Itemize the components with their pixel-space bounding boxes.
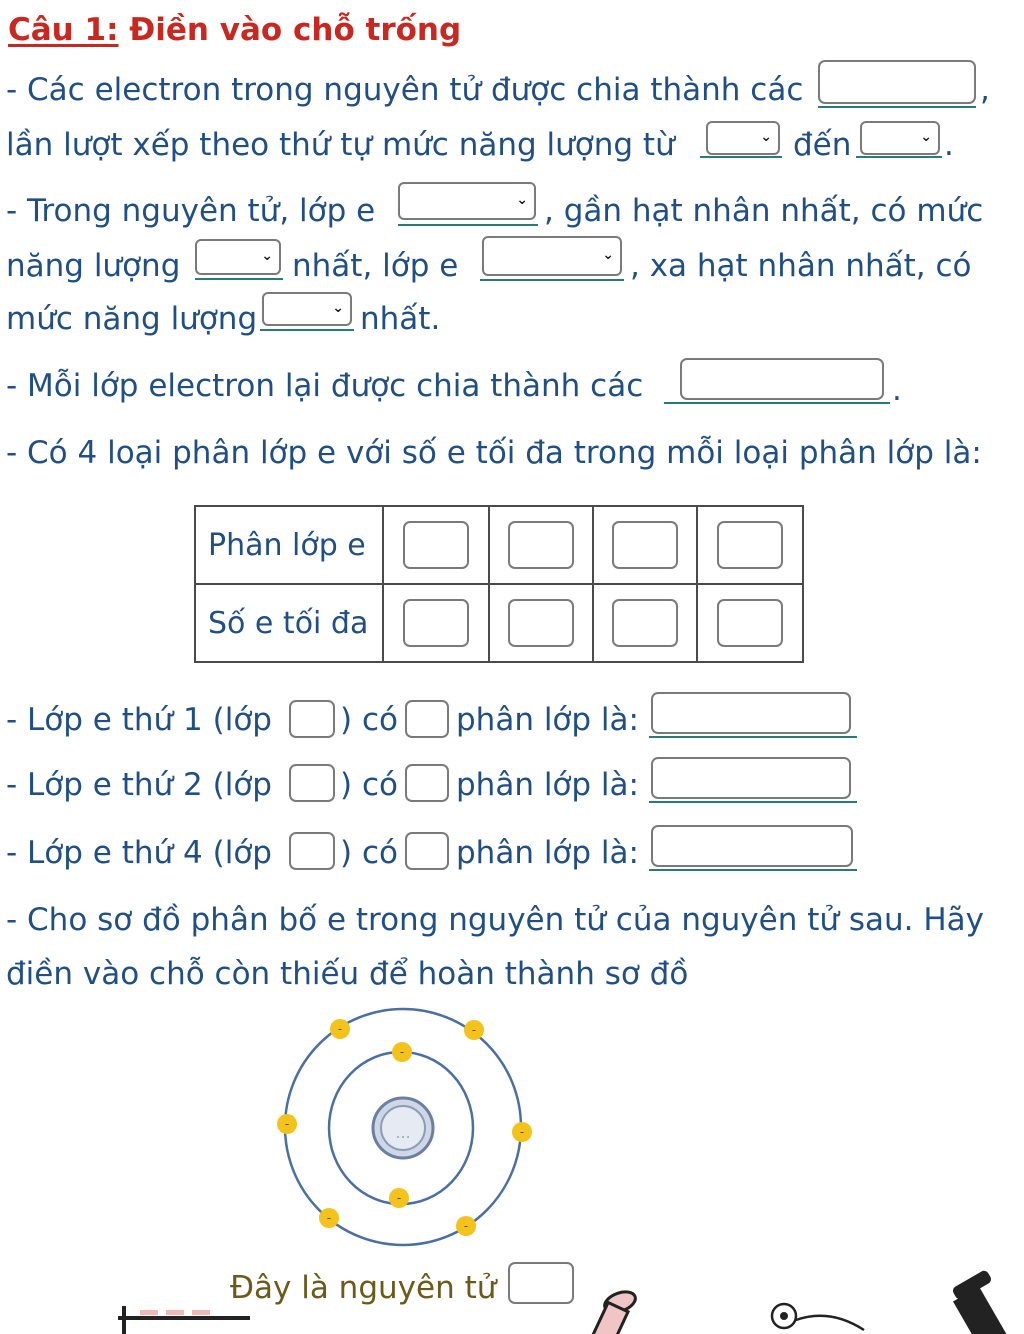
- line-4-text: năng lượng: [6, 248, 181, 284]
- max-electrons-input[interactable]: [508, 599, 574, 647]
- line-7-text: - Có 4 loại phân lớp e với số e tối đa trong mỗi loại phân lớp là:: [6, 435, 982, 471]
- line-6-text: - Mỗi lớp electron lại được chia thành các: [6, 368, 644, 404]
- electron: [277, 1114, 297, 1134]
- layer-text: - Lớp e thứ 1 (lớp: [6, 702, 272, 738]
- chevron-down-icon: ⌄: [760, 129, 772, 146]
- blank-underline: [700, 156, 782, 158]
- question-instruction: Điền vào chỗ trống: [118, 12, 462, 48]
- molecule-decoration: [760, 1300, 870, 1334]
- subshell-name-input[interactable]: [717, 521, 783, 569]
- layer-text: ) có: [340, 767, 398, 803]
- layer-text: - Lớp e thứ 2 (lớp: [6, 767, 272, 803]
- table-row: [195, 506, 803, 584]
- answer-label: Đây là nguyên tử: [230, 1270, 497, 1306]
- line-1-comma: ,: [980, 72, 990, 108]
- svg-text:-: -: [471, 1023, 477, 1037]
- table-cell: [593, 584, 697, 662]
- line-6-period: .: [892, 372, 902, 408]
- blank-underline: [664, 402, 890, 404]
- line-1-text: - Các electron trong nguyên tử được chia thành các: [6, 72, 804, 108]
- electron: [464, 1020, 484, 1040]
- blank-underline: [649, 801, 857, 803]
- dropdown-inner-shell[interactable]: [398, 182, 536, 220]
- test-tube-decoration: [580, 1288, 650, 1334]
- max-electrons-input[interactable]: [403, 599, 469, 647]
- line-4-middle: nhất, lớp e: [292, 248, 459, 284]
- svg-text:-: -: [519, 1125, 525, 1139]
- line-4-rest: , xa hạt nhân nhất, có: [630, 248, 972, 284]
- table-row-label: Số e tối đa: [195, 584, 383, 662]
- dropdown-outer-shell[interactable]: [482, 236, 622, 276]
- subshell-count-input[interactable]: [405, 700, 449, 738]
- blank-underline: [649, 869, 857, 871]
- line-5-rest: nhất.: [360, 301, 441, 337]
- dropdown-to-level[interactable]: [860, 121, 940, 155]
- diagram-instruction-1: - Cho sơ đồ phân bố e trong nguyên tử của nguyên tử sau. Hãy: [6, 902, 985, 938]
- chevron-down-icon: ⌄: [920, 129, 932, 146]
- question-number: Câu 1:: [8, 12, 119, 48]
- table-cell: [697, 584, 803, 662]
- svg-text:-: -: [337, 1022, 343, 1036]
- layer-text: phân lớp là:: [456, 767, 639, 803]
- line-2-period: .: [944, 127, 954, 163]
- dropdown-energy-low[interactable]: [195, 239, 281, 275]
- electron: [392, 1042, 412, 1062]
- line-3-rest: , gần hạt nhân nhất, có mức: [544, 193, 984, 229]
- layer-text: - Lớp e thứ 4 (lớp: [6, 835, 272, 871]
- layer-text: phân lớp là:: [456, 702, 639, 738]
- dropdown-from-level[interactable]: [706, 121, 780, 155]
- table-cell: [697, 506, 803, 584]
- chevron-down-icon: ⌄: [261, 248, 273, 265]
- subshell-list-input[interactable]: [651, 692, 851, 734]
- layer-text: ) có: [340, 702, 398, 738]
- blank-subshells-input[interactable]: [680, 358, 884, 400]
- layer-text: ) có: [340, 835, 398, 871]
- element-name-input[interactable]: [508, 1262, 574, 1304]
- blank-underline: [260, 329, 354, 331]
- electron: [330, 1019, 350, 1039]
- blank-underline: [856, 156, 942, 158]
- svg-text:-: -: [463, 1219, 469, 1233]
- table-cell: [593, 506, 697, 584]
- subshell-list-input[interactable]: [651, 757, 851, 799]
- max-electrons-input[interactable]: [717, 599, 783, 647]
- line-3-text: - Trong nguyên tử, lớp e: [6, 193, 376, 229]
- atom-diagram: [270, 1000, 540, 1260]
- table-cell: [489, 584, 593, 662]
- electron: [389, 1188, 409, 1208]
- line-2-text: lần lượt xếp theo thứ tự mức năng lượng từ: [6, 127, 675, 163]
- blank-underline: [398, 224, 538, 226]
- layer-letter-input[interactable]: [289, 764, 335, 802]
- table-cell: [383, 506, 489, 584]
- ruler-decoration: [110, 1302, 260, 1334]
- layer-text: phân lớp là:: [456, 835, 639, 871]
- question-title: [8, 12, 461, 48]
- layer-letter-input[interactable]: [289, 700, 335, 738]
- blank-shells-input[interactable]: [818, 60, 976, 104]
- electron: [319, 1208, 339, 1228]
- subshell-name-input[interactable]: [508, 521, 574, 569]
- line-2-to: đến: [793, 127, 852, 163]
- diagram-instruction-2: điền vào chỗ còn thiếu để hoàn thành sơ đồ: [6, 956, 689, 992]
- table-row: [195, 584, 803, 662]
- chevron-down-icon: ⌄: [332, 300, 344, 317]
- table-cell: [489, 506, 593, 584]
- electron: [512, 1122, 532, 1142]
- subshell-name-input[interactable]: [403, 521, 469, 569]
- subshell-list-input[interactable]: [651, 825, 853, 867]
- svg-text:-: -: [326, 1211, 332, 1225]
- chevron-down-icon: ⌄: [516, 192, 528, 209]
- blank-underline: [818, 106, 976, 108]
- flask-decoration: [940, 1270, 1024, 1334]
- subshell-table: [194, 505, 804, 663]
- subshell-count-input[interactable]: [405, 832, 449, 870]
- max-electrons-input[interactable]: [612, 599, 678, 647]
- line-5-text: mức năng lượng: [6, 301, 258, 337]
- chevron-down-icon: ⌄: [602, 247, 614, 264]
- svg-text:-: -: [396, 1191, 402, 1205]
- electron: [456, 1216, 476, 1236]
- svg-text:-: -: [399, 1045, 405, 1059]
- blank-underline: [649, 736, 857, 738]
- blank-underline: [480, 279, 624, 281]
- nucleus-label: ...: [395, 1123, 411, 1142]
- blank-underline: [195, 278, 283, 280]
- subshell-count-input[interactable]: [405, 764, 449, 802]
- table-row-label: Phân lớp e: [195, 506, 383, 584]
- layer-letter-input[interactable]: [289, 832, 335, 870]
- dropdown-energy-high[interactable]: [262, 292, 352, 326]
- subshell-name-input[interactable]: [612, 521, 678, 569]
- svg-text:-: -: [284, 1117, 290, 1131]
- table-cell: [383, 584, 489, 662]
